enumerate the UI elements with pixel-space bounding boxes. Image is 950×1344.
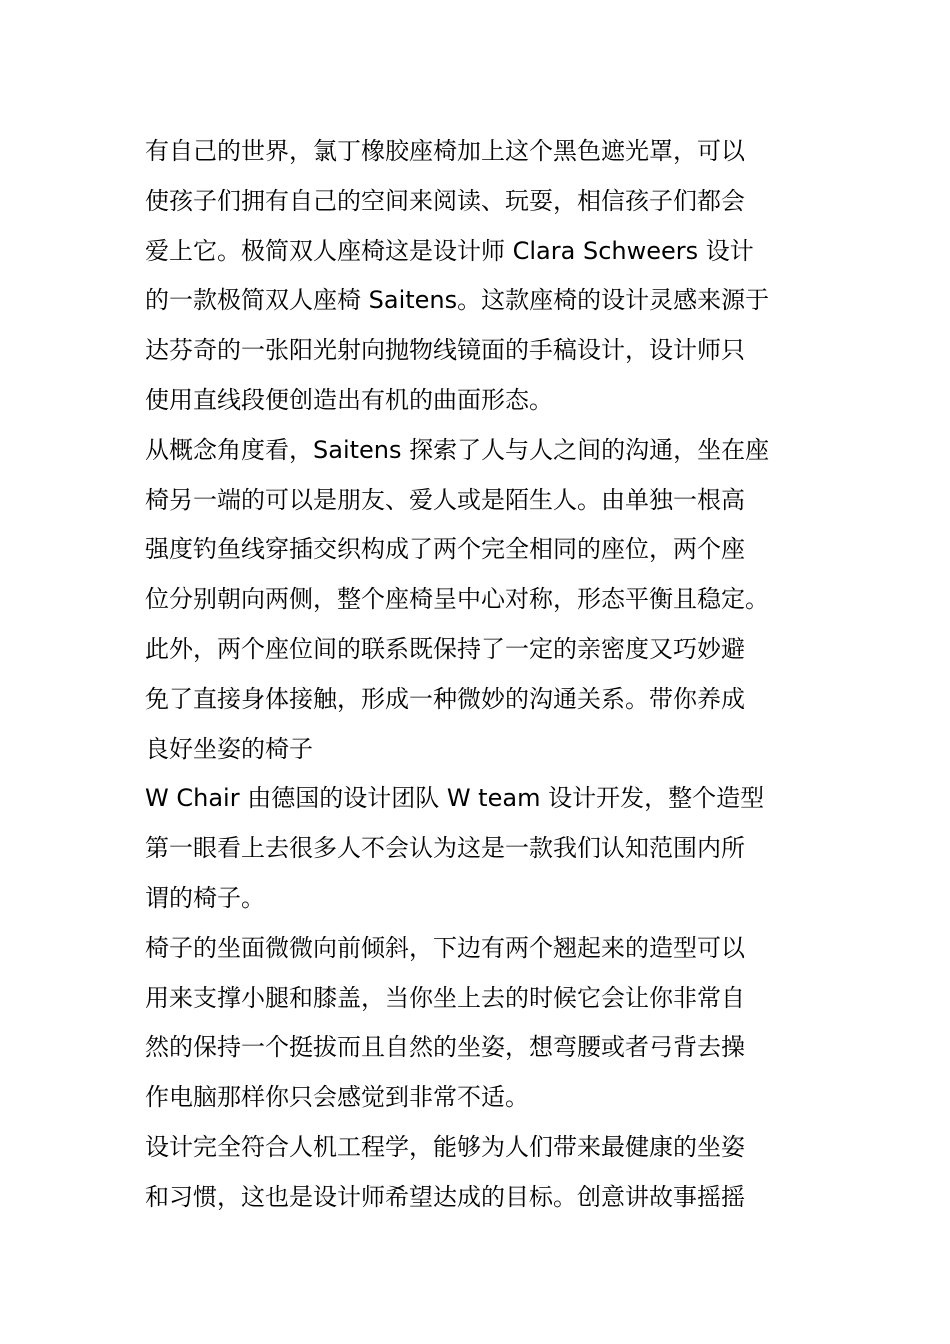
text-line: W Chair 由德国的设计团队 W team 设计开发，整个造型 bbox=[145, 784, 765, 813]
text-line: 椅另一端的可以是朋友、爱人或是陌生人。由单独一根高 bbox=[145, 485, 745, 514]
text-line: 第一眼看上去很多人不会认为这是一款我们认知范围内所 bbox=[145, 834, 745, 863]
text-line: 和习惯，这也是设计师希望达成的目标。创意讲故事摇摇 bbox=[145, 1182, 745, 1211]
text-line: 达芬奇的一张阳光射向抛物线镜面的手稿设计，设计师只 bbox=[145, 336, 745, 365]
text-line: 良好坐姿的椅子 bbox=[145, 734, 313, 763]
text-line: 使用直线段便创造出有机的曲面形态。 bbox=[145, 385, 553, 414]
text-line: 作电脑那样你只会感觉到非常不适。 bbox=[145, 1083, 529, 1112]
body-text bbox=[145, 127, 810, 1223]
text-line: 爱上它。极简双人座椅这是设计师 Clara Schweers 设计 bbox=[145, 236, 754, 265]
text-line: 然的保持一个挺拔而且自然的坐姿，想弯腰或者弓背去操 bbox=[145, 1033, 745, 1062]
text-line: 从概念角度看，Saitens 探索了人与人之间的沟通，坐在座 bbox=[145, 435, 770, 464]
text-line: 免了直接身体接触，形成一种微妙的沟通关系。带你养成 bbox=[145, 684, 745, 713]
text-line: 位分别朝向两侧，整个座椅呈中心对称，形态平衡且稳定。 bbox=[145, 585, 769, 614]
text-line: 强度钓鱼线穿插交织构成了两个完全相同的座位，两个座 bbox=[145, 535, 745, 564]
text-line: 的一款极简双人座椅 Saitens。这款座椅的设计灵感来源于 bbox=[145, 286, 770, 315]
text-line: 用来支撑小腿和膝盖，当你坐上去的时候它会让你非常自 bbox=[145, 983, 745, 1012]
text-line: 谓的椅子。 bbox=[145, 883, 265, 912]
text-line: 此外，两个座位间的联系既保持了一定的亲密度又巧妙避 bbox=[145, 634, 745, 663]
text-line: 有自己的世界，氯丁橡胶座椅加上这个黑色遮光罩，可以 bbox=[145, 137, 745, 165]
text-line: 设计完全符合人机工程学，能够为人们带来最健康的坐姿 bbox=[145, 1132, 745, 1161]
text-line: 使孩子们拥有自己的空间来阅读、玩耍，相信孩子们都会 bbox=[145, 186, 745, 215]
text-line: 椅子的坐面微微向前倾斜，下边有两个翘起来的造型可以 bbox=[145, 933, 745, 962]
